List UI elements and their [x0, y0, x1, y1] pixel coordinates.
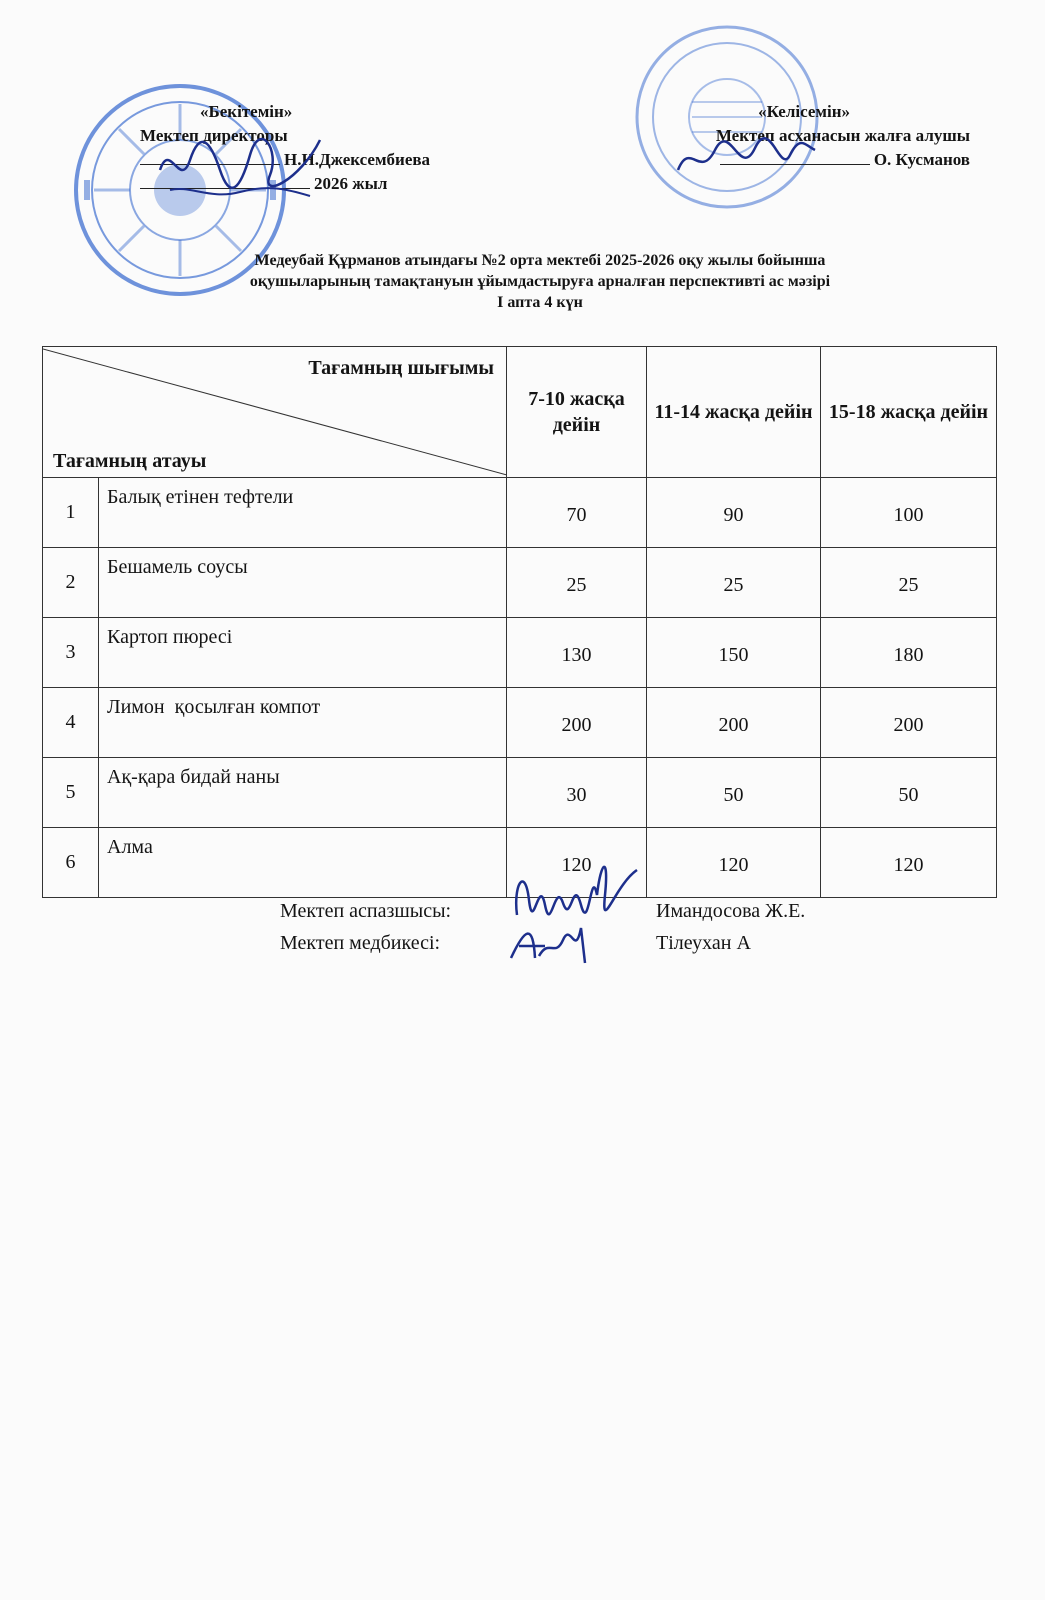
approval-position: Мектеп асханасын жалға алушы	[715, 126, 970, 145]
menu-table	[42, 346, 997, 898]
table-row	[43, 688, 997, 758]
corner-top-label: Тағамның шығымы	[308, 357, 494, 379]
director-signature	[150, 130, 330, 210]
title-line-1: Медеубай Құрманов атындағы №2 орта мектебі 2025-2026 оқу жылы бойынша	[254, 252, 826, 269]
portion-age-11-14: 90	[647, 478, 821, 548]
row-number: 4	[43, 688, 99, 758]
portion-age-15-18: 100	[821, 478, 997, 548]
approval-heading: «Бекітемін»	[200, 102, 293, 121]
portion-age-7-10: 70	[507, 478, 647, 548]
cook-name: Имандосова Ж.Е.	[656, 900, 806, 922]
portion-age-7-10: 200	[507, 688, 647, 758]
dish-name: Лимон қосылған компот	[99, 688, 507, 758]
portion-age-7-10: 30	[507, 758, 647, 828]
approval-year: 2026 жыл	[314, 174, 388, 193]
nurse-label: Мектеп медбикесі:	[280, 932, 441, 954]
corner-bottom-label: Тағамның атауы	[53, 450, 207, 472]
table-row	[43, 618, 997, 688]
table-row	[43, 758, 997, 828]
approval-name: Н.Н.Джексембиева	[284, 150, 431, 169]
title-line-3: I апта 4 күн	[497, 294, 583, 311]
table-row	[43, 478, 997, 548]
table-header-row	[43, 347, 997, 478]
approval-position: Мектеп директоры	[140, 126, 288, 145]
portion-age-11-14: 50	[647, 758, 821, 828]
nurse-name: Тілеухан А	[656, 932, 751, 954]
dish-name: Ақ-қара бидай наны	[99, 758, 507, 828]
tenant-signature	[670, 130, 820, 190]
column-header-age-7-10: 7-10 жасқа дейін	[507, 347, 647, 478]
portion-age-7-10: 25	[507, 548, 647, 618]
portion-age-15-18: 180	[821, 618, 997, 688]
row-number: 3	[43, 618, 99, 688]
row-number: 1	[43, 478, 99, 548]
portion-age-15-18: 200	[821, 688, 997, 758]
table-row	[43, 548, 997, 618]
portion-age-15-18: 25	[821, 548, 997, 618]
document-title	[130, 250, 950, 313]
portion-age-11-14: 120	[647, 828, 821, 898]
portion-age-11-14: 150	[647, 618, 821, 688]
title-line-2: оқушыларының тамақтануын ұйымдастыруға арналған перспективті ас мәзірі	[249, 273, 831, 290]
portion-age-7-10: 130	[507, 618, 647, 688]
nurse-signature	[505, 918, 595, 968]
row-number: 6	[43, 828, 99, 898]
table-corner-cell	[43, 347, 507, 478]
dish-name: Балық етінен тефтели	[99, 478, 507, 548]
column-header-age-15-18: 15-18 жасқа дейін	[821, 347, 997, 478]
portion-age-15-18: 50	[821, 758, 997, 828]
dish-name: Алма	[99, 828, 507, 898]
column-header-age-11-14: 11-14 жасқа дейін	[647, 347, 821, 478]
dish-name: Картоп пюресі	[99, 618, 507, 688]
portion-age-11-14: 200	[647, 688, 821, 758]
cook-label: Мектеп аспазшысы:	[280, 900, 452, 922]
portion-age-11-14: 25	[647, 548, 821, 618]
dish-name: Бешамель соусы	[99, 548, 507, 618]
portion-age-15-18: 120	[821, 828, 997, 898]
approval-name: О. Кусманов	[873, 150, 970, 169]
approval-heading: «Келісемін»	[758, 102, 850, 121]
portion-age-7-10: 120	[507, 828, 647, 898]
row-number: 2	[43, 548, 99, 618]
row-number: 5	[43, 758, 99, 828]
